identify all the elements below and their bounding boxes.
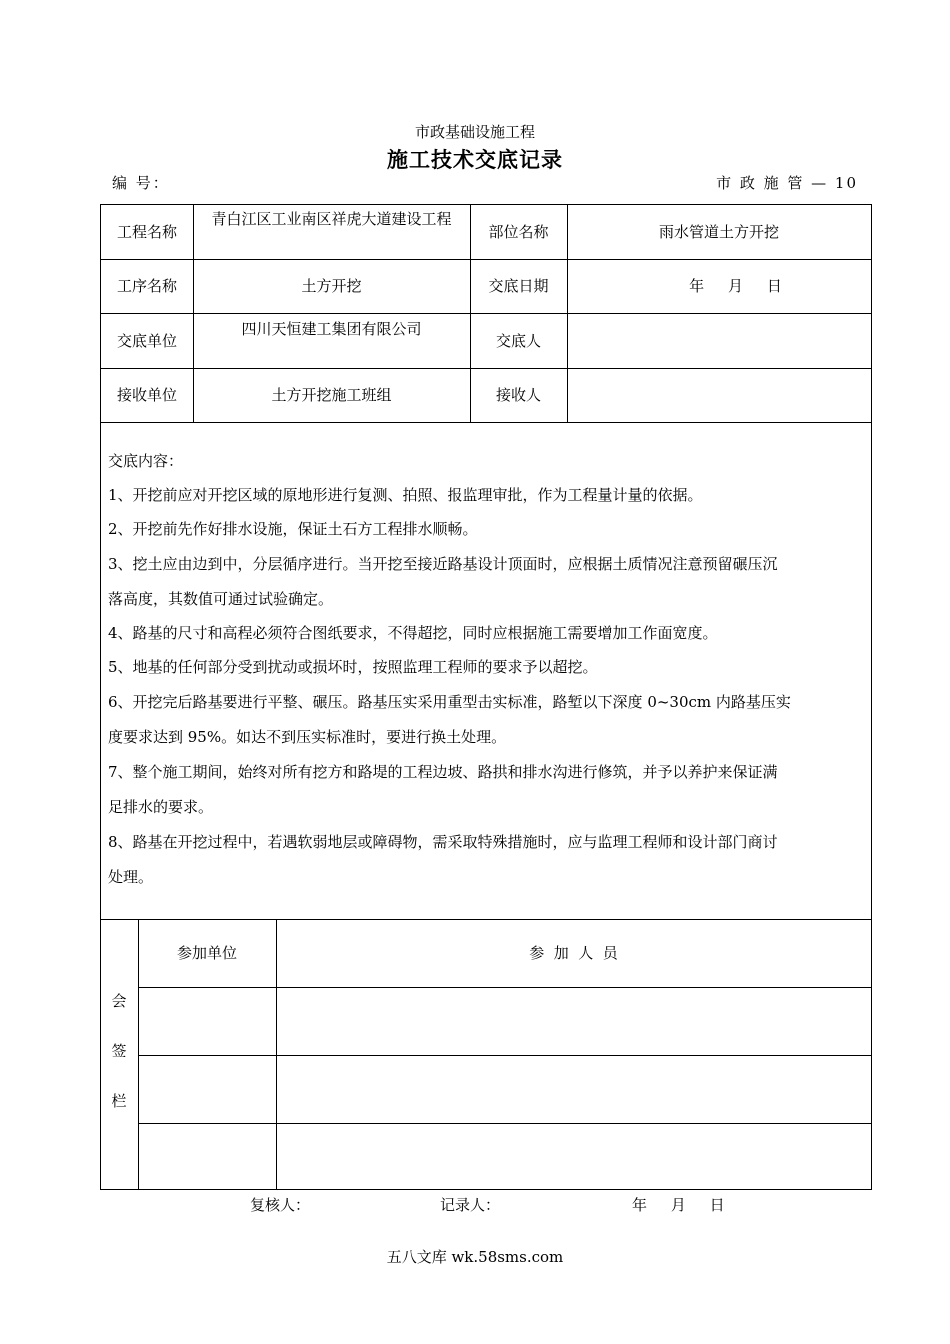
content-line: 5、地基的任何部分受到扰动或损坏时，按照监理工程师的要求予以超挖。 — [108, 658, 598, 676]
signoff-label-char: 会 — [111, 992, 127, 1010]
content-line: 4、路基的尺寸和高程必须符合图纸要求，不得超挖，同时应根据施工需要增加工作面宽度。 — [108, 624, 718, 642]
content-line: 3、挖土应由边到中，分层循序进行。当开挖至接近路基设计顶面时，应根据土质情况注意预留碾压沉 — [108, 555, 778, 573]
handover-date-label: 交底日期 — [488, 277, 549, 295]
signoff-label-char: 签 — [111, 1042, 127, 1060]
document-subtitle: 市政基础设施工程 — [414, 123, 535, 141]
receiver-person-label: 接收人 — [495, 386, 541, 404]
content-line: 足排水的要求。 — [108, 798, 214, 816]
receiver-unit-value: 土方开挖施工班组 — [271, 386, 392, 404]
handover-content — [108, 444, 868, 894]
part-name-value: 雨水管道土方开挖 — [658, 223, 779, 241]
content-line: 8、路基在开挖过程中，若遇软弱地层或障碍物，需采取特殊措施时，应与监理工程师和设计部门商讨 — [108, 833, 778, 851]
content-line: 落高度，其数值可通过试验确定。 — [108, 590, 334, 608]
part-name-label: 部位名称 — [488, 223, 549, 241]
receiver-unit-label: 接收单位 — [116, 386, 177, 404]
project-name-value: 青白江区工业南区祥虎大道建设工程 — [211, 210, 452, 228]
recorder-label: 记录人： — [440, 1196, 501, 1214]
content-line: 1、开挖前应对开挖区域的原地形进行复测、拍照、报监理审批，作为工程量计量的依据。 — [108, 486, 703, 504]
content-line: 处理。 — [108, 868, 154, 886]
form-code: 市 政 施 管 — 10 — [716, 174, 858, 192]
content-line: 2、开挖前先作好排水设施，保证土石方工程排水顺畅。 — [108, 520, 478, 538]
issuer-unit-value: 四川天恒建工集团有限公司 — [241, 320, 422, 338]
participants-header: 参 加 人 员 — [529, 944, 618, 962]
receiver-person-value — [567, 368, 871, 421]
project-name-label: 工程名称 — [116, 223, 177, 241]
reviewer-label: 复核人： — [250, 1196, 311, 1214]
document-title: 施工技术交底记录 — [387, 147, 563, 172]
document-number-label: 编 号： — [112, 174, 170, 192]
signoff-label — [108, 990, 130, 1140]
issuer-person-label: 交底人 — [495, 331, 541, 350]
process-value: 土方开挖 — [301, 277, 362, 295]
process-label: 工序名称 — [116, 277, 177, 295]
signoff-label-char: 栏 — [111, 1092, 127, 1110]
site-watermark: 五八文库 wk.58sms.com — [386, 1248, 564, 1266]
content-line: 7、整个施工期间，始终对所有挖方和路堤的工程边坡、路拱和排水沟进行修筑，并予以养护来保证满 — [108, 763, 778, 781]
participating-unit-header: 参加单位 — [176, 944, 237, 962]
issuer-unit-label: 交底单位 — [116, 331, 177, 350]
content-line: 6、开挖完后路基要进行平整、碾压。路基压实采用重型击实标准，路堑以下深度 0~30cm 内路基压实 — [108, 693, 791, 711]
handover-date-value: 年 月 日 — [689, 277, 782, 295]
footer-date: 年 月 日 — [632, 1196, 725, 1214]
content-line: 度要求达到 95%。如达不到压实标准时，要进行换土处理。 — [108, 728, 507, 746]
issuer-person-value — [567, 313, 871, 367]
content-heading: 交底内容： — [108, 452, 184, 470]
